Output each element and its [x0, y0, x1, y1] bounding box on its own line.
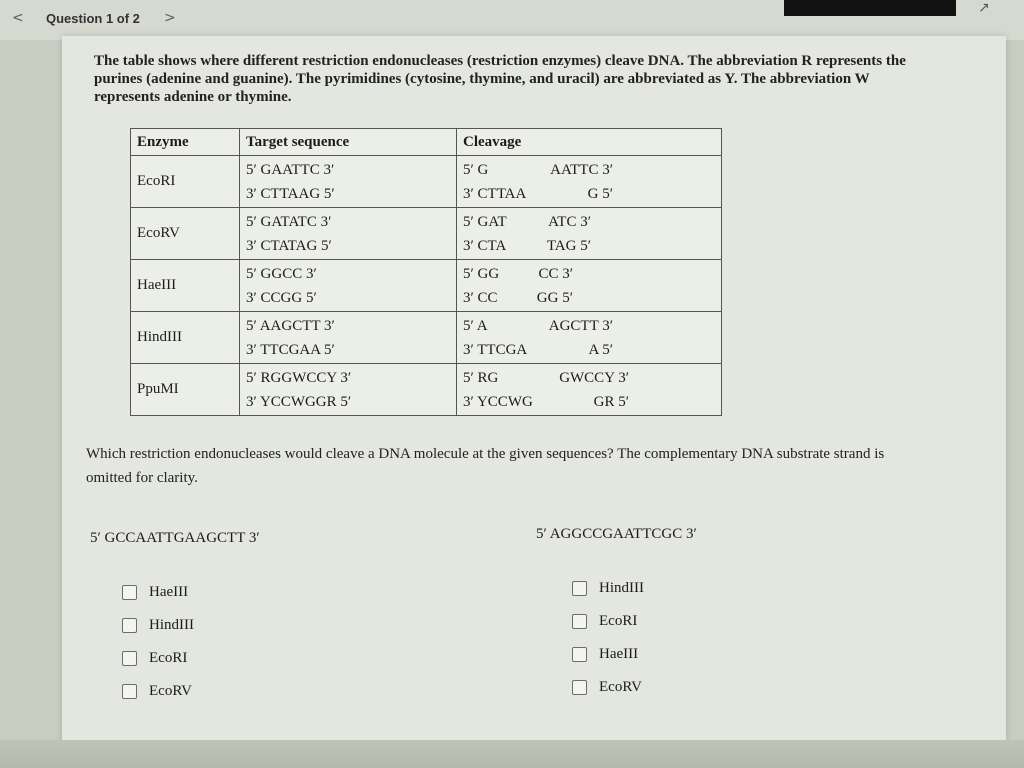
target-bottom-strand: 3′ TTCGAA 5′: [246, 341, 335, 358]
cleave-bottom-right: TAG 5′: [546, 237, 591, 254]
header-target-sequence: Target sequence: [240, 129, 457, 156]
question-panel: [62, 36, 1006, 758]
option-label: HaeIII: [149, 584, 189, 600]
screen-bezel-tab: [784, 0, 956, 16]
option-right-hindiii[interactable]: [572, 572, 644, 605]
table-row: [131, 260, 722, 312]
checkbox-icon[interactable]: [572, 581, 587, 596]
target-bottom-strand: 3′ YCCWGGR 5′: [246, 393, 352, 410]
target-sequence-cell: [240, 156, 457, 208]
checkbox-icon[interactable]: [572, 647, 587, 662]
cleave-bottom-left: 3′ YCCWG: [463, 393, 533, 410]
option-left-ecorv[interactable]: [122, 675, 194, 708]
option-right-haeiii[interactable]: [572, 638, 644, 671]
bottom-bezel: [0, 740, 1024, 768]
target-sequence-cell: [240, 208, 457, 260]
table-row: [131, 208, 722, 260]
checkbox-icon[interactable]: [122, 585, 137, 600]
option-right-ecori[interactable]: [572, 605, 644, 638]
next-question-icon[interactable]: >: [164, 10, 176, 26]
option-left-haeiii[interactable]: [122, 576, 194, 609]
checkbox-icon[interactable]: [572, 614, 587, 629]
table-row: [131, 364, 722, 416]
expand-icon[interactable]: ↗: [978, 0, 990, 16]
option-left-hindiii[interactable]: [122, 609, 194, 642]
cleave-top-right: CC 3′: [538, 265, 573, 282]
cleave-top-left: 5′ A: [463, 317, 488, 334]
cleave-bottom-left: 3′ TTCGA: [463, 341, 528, 358]
option-right-ecorv[interactable]: [572, 671, 644, 704]
cleavage-cell: [457, 312, 722, 364]
checkbox-icon[interactable]: [122, 684, 137, 699]
cleavage-cell: [457, 364, 722, 416]
cleave-bottom-left: 3′ CTTAA: [463, 185, 527, 202]
target-sequence-cell: [240, 312, 457, 364]
cleave-bottom-right: A 5′: [588, 341, 613, 358]
target-top-strand: 5′ RGGWCCY 3′: [246, 369, 352, 386]
option-label: EcoRV: [599, 679, 642, 695]
target-sequence-cell: [240, 260, 457, 312]
question-counter: Question 1 of 2: [46, 11, 140, 26]
enzyme-name: HaeIII: [131, 260, 240, 312]
cleave-bottom-right: GG 5′: [536, 289, 573, 306]
cleave-bottom-left: 3′ CTA: [463, 237, 507, 254]
checkbox-icon[interactable]: [572, 680, 587, 695]
prev-question-icon[interactable]: <: [12, 10, 24, 26]
top-bar: [0, 0, 1024, 40]
cleavage-cell: [457, 260, 722, 312]
cleave-bottom-right: GR 5′: [593, 393, 629, 410]
header-enzyme: Enzyme: [131, 129, 240, 156]
enzyme-name: PpuMI: [131, 364, 240, 416]
cleave-top-right: AGCTT 3′: [548, 317, 613, 334]
option-label: HindIII: [599, 580, 644, 596]
cleave-top-left: 5′ GAT: [463, 213, 507, 230]
target-top-strand: 5′ GAATTC 3′: [246, 161, 335, 178]
cleave-top-right: AATTC 3′: [550, 161, 613, 178]
cleave-top-left: 5′ RG: [463, 369, 499, 386]
enzyme-name: HindIII: [131, 312, 240, 364]
cleave-bottom-left: 3′ CC: [463, 289, 498, 306]
cleave-top-right: GWCCY 3′: [559, 369, 629, 386]
option-label: HaeIII: [599, 646, 639, 662]
target-top-strand: 5′ GGCC 3′: [246, 265, 317, 282]
cleave-bottom-right: G 5′: [587, 185, 613, 202]
target-top-strand: 5′ GATATC 3′: [246, 213, 332, 230]
enzyme-name: EcoRV: [131, 208, 240, 260]
target-bottom-strand: 3′ CTTAAG 5′: [246, 185, 335, 202]
option-label: EcoRI: [599, 613, 638, 629]
sequence-left: 5′ GCCAATTGAAGCTT 3′: [90, 530, 260, 546]
option-left-ecori[interactable]: [122, 642, 194, 675]
option-label: HindIII: [149, 617, 194, 633]
target-bottom-strand: 3′ CTATAG 5′: [246, 237, 332, 254]
table-header-row: [131, 129, 722, 156]
target-bottom-strand: 3′ CCGG 5′: [246, 289, 317, 306]
intro-text: The table shows where different restriction endonucleases (restriction enzymes) cleave DNA. The abbreviation R represents the purines (adenine and guanine). The pyrimidines (cytosine, thymine, and uracil) are abbreviated as Y. The abbreviation W represents adenine or thymine.: [94, 53, 906, 105]
enzyme-table: [130, 128, 722, 416]
options-right: [572, 572, 644, 704]
option-label: EcoRI: [149, 650, 188, 666]
cleavage-cell: [457, 208, 722, 260]
options-left: [122, 576, 194, 708]
table-row: [131, 156, 722, 208]
cleave-top-left: 5′ G: [463, 161, 489, 178]
target-top-strand: 5′ AAGCTT 3′: [246, 317, 335, 334]
table-row: [131, 312, 722, 364]
option-label: EcoRV: [149, 683, 192, 699]
target-sequence-cell: [240, 364, 457, 416]
question-text: Which restriction endonucleases would cleave a DNA molecule at the given sequences? The complementary DNA substrate strand is omitted for clarity.: [86, 446, 885, 486]
cleavage-cell: [457, 156, 722, 208]
cleave-top-right: ATC 3′: [548, 213, 591, 230]
checkbox-icon[interactable]: [122, 651, 137, 666]
checkbox-icon[interactable]: [122, 618, 137, 633]
enzyme-name: EcoRI: [131, 156, 240, 208]
header-cleavage: Cleavage: [457, 129, 722, 156]
cleave-top-left: 5′ GG: [463, 265, 500, 282]
sequence-right: 5′ AGGCCGAATTCGC 3′: [536, 526, 697, 542]
